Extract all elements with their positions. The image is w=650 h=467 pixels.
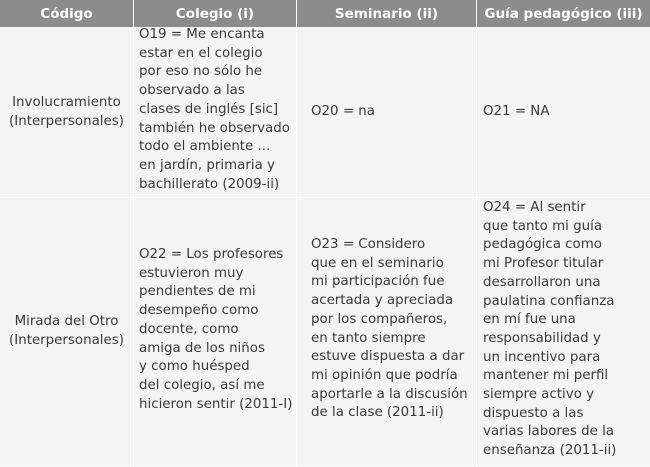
- column-divider: [296, 0, 297, 467]
- cell-text: Mirada del Otro (Interpersonales): [9, 313, 124, 348]
- header-guia: Guía pedagógico (iii): [484, 5, 643, 22]
- table-row-2-colegio: [139, 246, 295, 414]
- column-divider: [133, 0, 134, 467]
- header-colegio: Colegio (i): [175, 5, 255, 22]
- header-seminario: Seminario (ii): [334, 5, 439, 22]
- cell-text: O20 = na: [311, 104, 376, 120]
- cell-text: O21 = NA: [483, 104, 550, 120]
- cell-text: O19 = Me encanta estar en el colegio por eso no sólo he observado a las clases de inglés [sic] también he observado todo el ambiente ... en jardín, primaria y bachillerato (2009-ii): [139, 27, 290, 192]
- table-row-1-colegio: [139, 26, 295, 194]
- table-row-2-codigo: [0, 198, 133, 465]
- cell-text: O23 = Considero que en el seminario mi participación fue acertada y apreciada por los compañeros, en tanto siempre estuve dispuesta a dar mi opinión que podría aportarle a la discusión de la clase (2011-ii): [311, 237, 468, 421]
- header-codigo: Código: [40, 5, 93, 22]
- cell-text: Involucramiento (Interpersonales): [9, 94, 124, 129]
- table-row-1-codigo: [0, 28, 133, 197]
- table-header-row: [0, 0, 650, 27]
- table-row-2-guia: [483, 199, 649, 461]
- column-divider: [476, 0, 477, 467]
- table-row-1-guia: [483, 28, 649, 197]
- cell-text: O24 = Al sentir que tanto mi guía pedagógica como mi Profesor titular desarrollaron una paulatina confianza en mí fue una responsabilidad y un incentivo para mantener mi perfil siempre activo y dispuesto a las varias labores de la enseñanza (2011-ii): [483, 200, 617, 459]
- cell-text: O22 = Los profesores estuvieron muy pendientes de mi desempeño como docente, como amiga de los niños y como huésped del colegio, así me hicieron sentir (2011-I): [139, 247, 293, 412]
- table-row-1-seminario: [311, 28, 475, 197]
- table-row-2-seminario: [311, 236, 475, 423]
- row-divider: [0, 465, 650, 466]
